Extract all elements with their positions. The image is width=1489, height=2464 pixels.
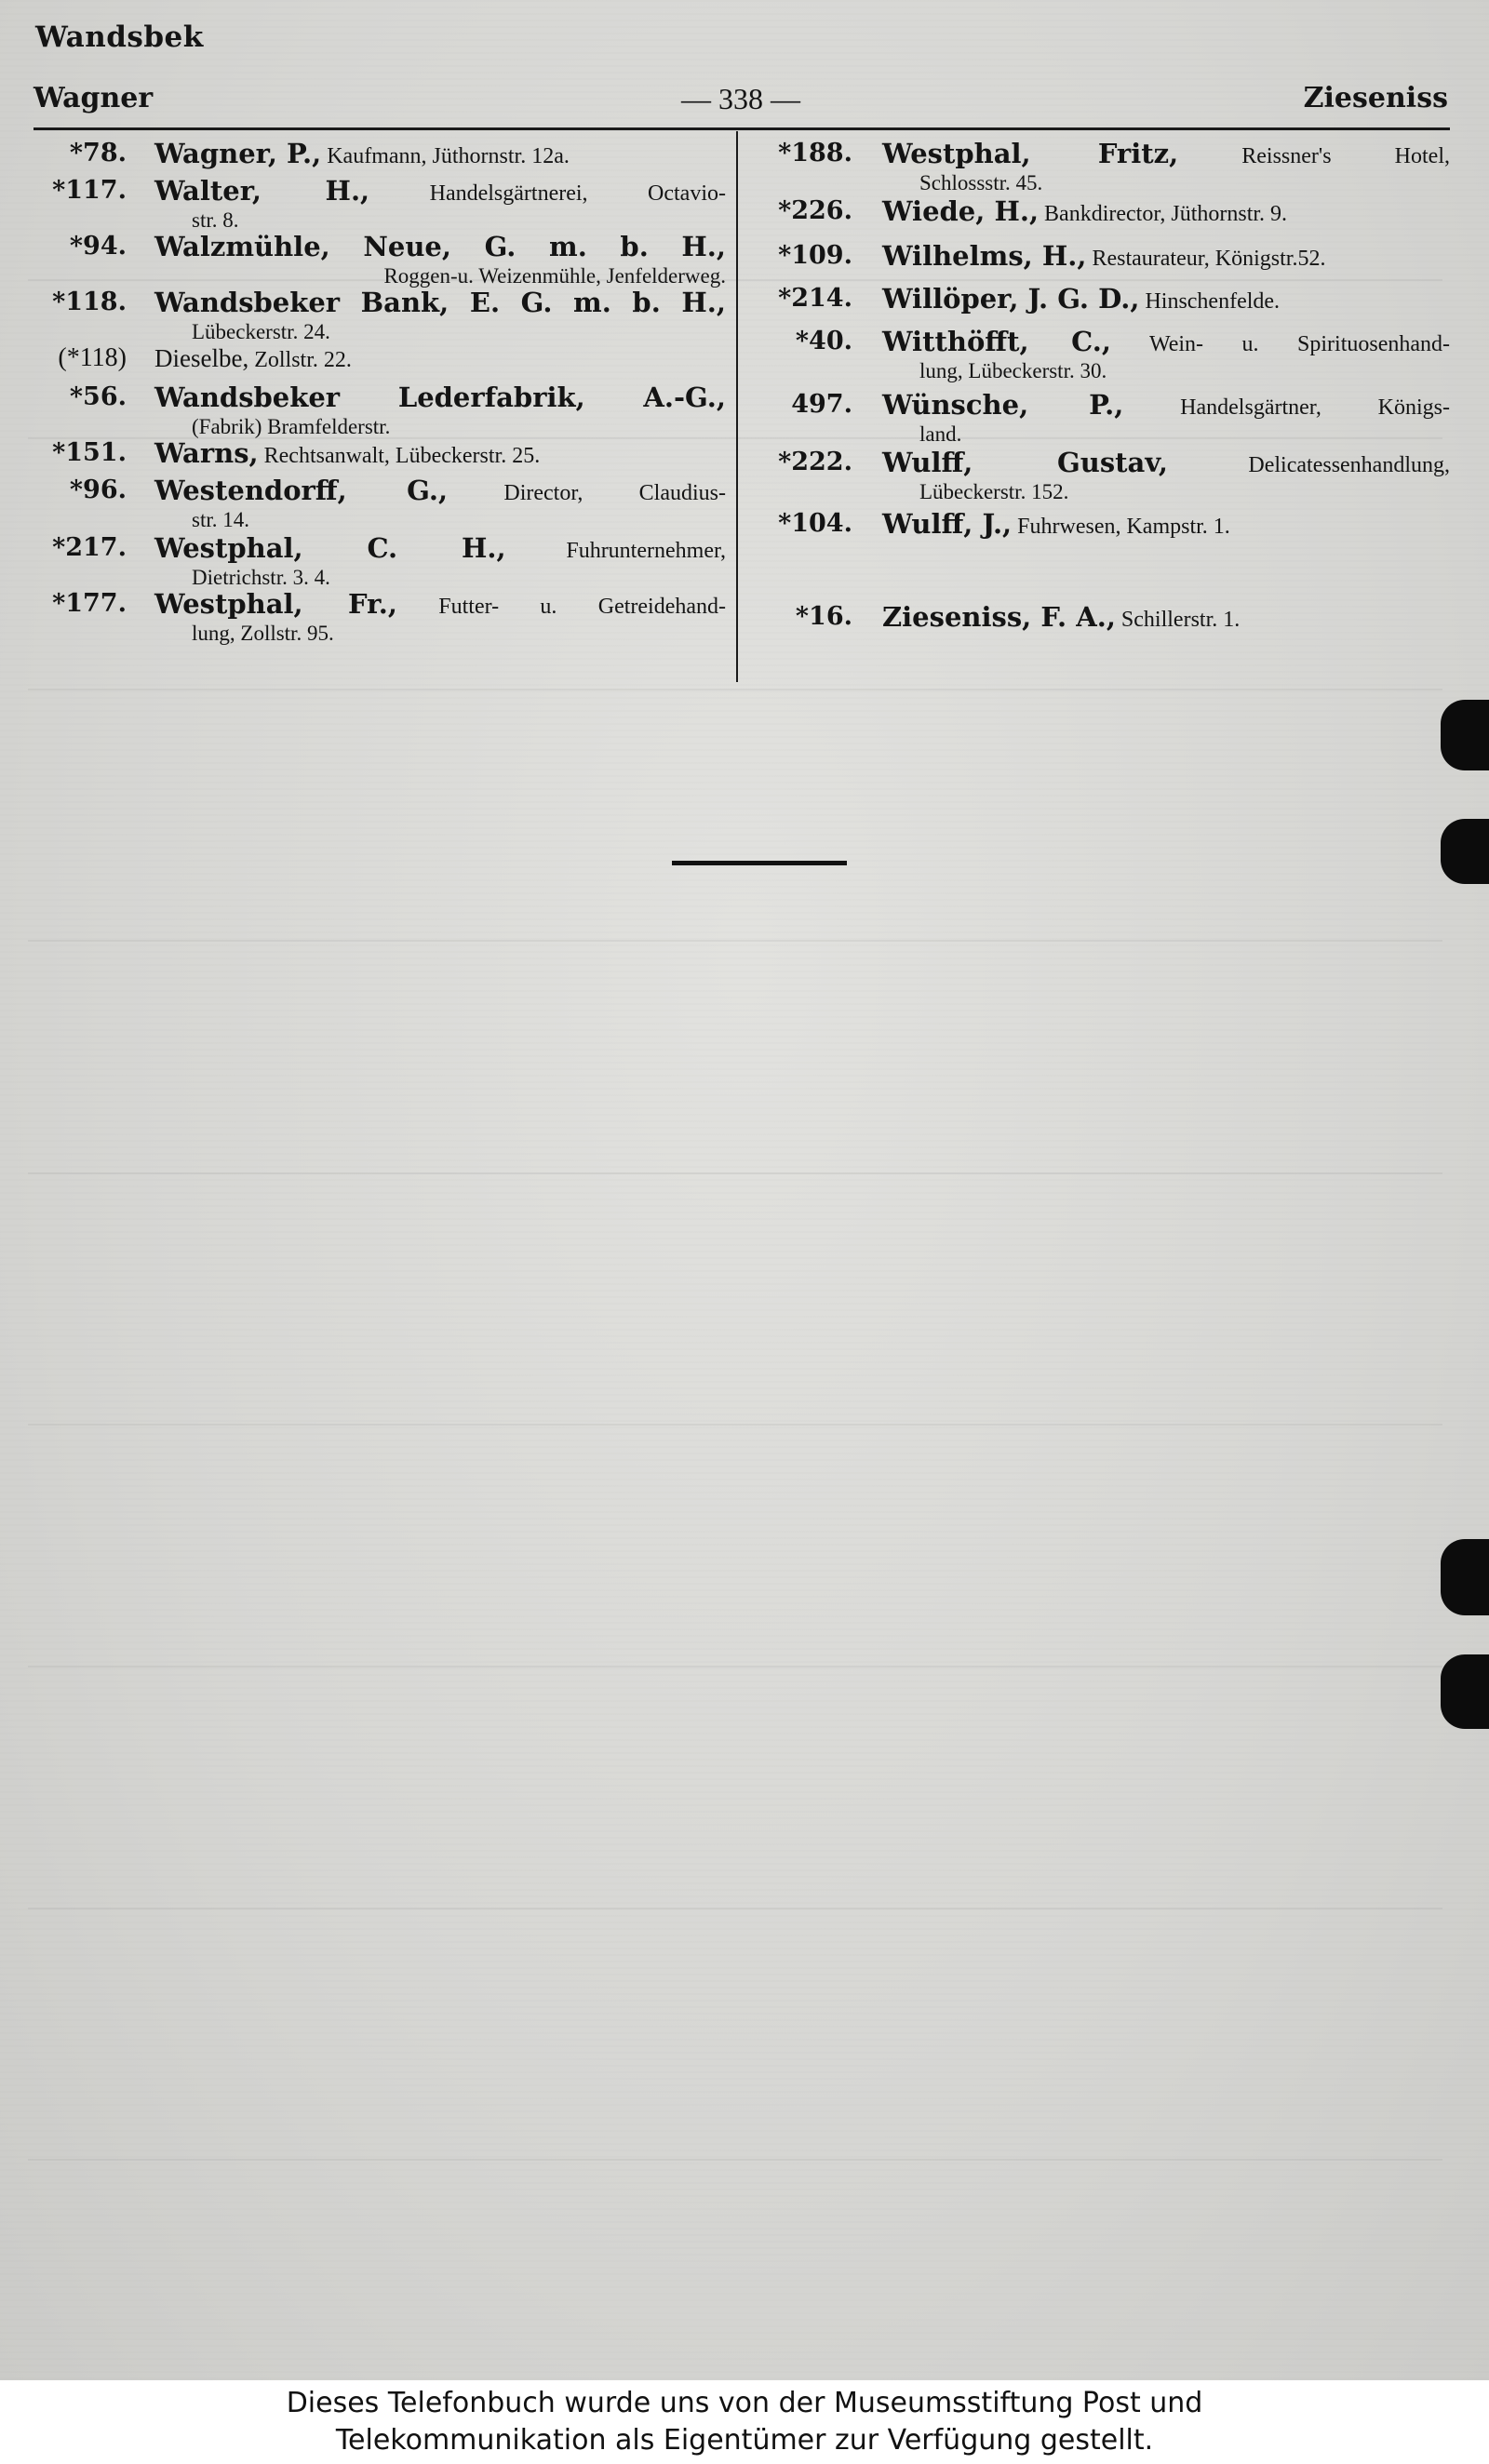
entry-continuation: Dietrichstr. 3. 4. bbox=[192, 566, 330, 589]
phone-number: *151. bbox=[52, 438, 127, 467]
entry-detail: Futter- u. Getreidehand- bbox=[438, 595, 726, 619]
page-number: — 338 — bbox=[681, 82, 800, 115]
phone-number: *217. bbox=[52, 533, 127, 562]
directory-entry bbox=[34, 382, 726, 437]
entry-continuation: (Fabrik) Bramfelderstr. bbox=[192, 415, 391, 438]
phone-number: 497. bbox=[791, 390, 852, 419]
entry-name: Wandsbeker Lederfabrik, A.-G., bbox=[154, 382, 726, 413]
entry-detail: Zollstr. 22. bbox=[254, 348, 352, 372]
directory-entry bbox=[34, 532, 726, 588]
entry-name: Walter, H., bbox=[154, 175, 370, 207]
directory-entry bbox=[744, 138, 1450, 195]
entry-detail: Handelsgärtner, Königs- bbox=[1180, 395, 1450, 420]
entry-continuation: land. bbox=[919, 422, 962, 446]
entry-name: Westphal, Fr., bbox=[154, 588, 397, 620]
entry-name: Wulff, Gustav, bbox=[882, 447, 1168, 478]
phone-number: *109. bbox=[778, 241, 852, 270]
entry-name: Zieseniss, F. A., bbox=[882, 601, 1116, 633]
entry-detail: Wein- u. Spirituosenhand- bbox=[1149, 332, 1450, 356]
entry-detail: Hinschenfelde. bbox=[1145, 289, 1281, 314]
phone-number: *104. bbox=[778, 509, 852, 538]
phone-number: *118. bbox=[52, 288, 127, 316]
entry-name: Walzmühle, Neue, G. m. b. H., bbox=[154, 231, 726, 262]
entry-name: Wulff, J., bbox=[882, 508, 1013, 540]
left-column bbox=[34, 138, 726, 644]
entry-name: Westphal, C. H., bbox=[154, 532, 506, 564]
footer-line-1: Dieses Telefonbuch wurde uns von der Museumsstiftung Post und bbox=[286, 2387, 1203, 2419]
entry-detail: Reissner's Hotel, bbox=[1241, 144, 1450, 168]
phone-number: *226. bbox=[778, 196, 852, 225]
phone-number: *16. bbox=[795, 602, 852, 631]
directory-entry bbox=[744, 326, 1450, 389]
phone-number: *94. bbox=[69, 232, 127, 261]
entry-continuation: str. 14. bbox=[192, 508, 249, 531]
entry-continuation: str. 8. bbox=[192, 208, 239, 232]
binding-hole bbox=[1441, 1539, 1489, 1615]
entry-detail: Fuhrwesen, Kampstr. 1. bbox=[1017, 515, 1230, 539]
entry-detail: Delicatessenhandlung, bbox=[1248, 453, 1451, 477]
phone-number: *56. bbox=[69, 382, 127, 411]
entry-continuation: lung, Lübeckerstr. 30. bbox=[919, 359, 1107, 382]
entry-continuation: Schlossstr. 45. bbox=[919, 171, 1043, 194]
phone-number: *222. bbox=[778, 448, 852, 476]
directory-entry bbox=[744, 283, 1450, 326]
entry-detail: Kaufmann, Jüthornstr. 12a. bbox=[327, 144, 570, 168]
phone-number: *214. bbox=[778, 284, 852, 313]
header-rule bbox=[34, 127, 1450, 130]
header-last-name: Zieseniss bbox=[1303, 82, 1448, 114]
entry-detail: Rechtsanwalt, Lübeckerstr. 25. bbox=[263, 444, 541, 468]
directory-entry bbox=[34, 475, 726, 532]
phone-number: *117. bbox=[52, 176, 127, 205]
entry-name: Witthöfft, C., bbox=[882, 326, 1111, 357]
page-header bbox=[34, 80, 1448, 121]
running-head: Wandsbek bbox=[35, 20, 204, 54]
directory-entry bbox=[744, 447, 1450, 508]
entry-name: Westendorff, G., bbox=[154, 475, 449, 506]
entry-continuation: lung, Zollstr. 95. bbox=[192, 622, 334, 645]
column-divider bbox=[736, 131, 738, 682]
entry-name: Warns, bbox=[154, 437, 259, 469]
entry-detail: Director, Claudius- bbox=[503, 481, 726, 505]
copyright-footer bbox=[0, 2380, 1489, 2464]
directory-entry bbox=[744, 601, 1450, 638]
entry-name: Wiede, H., bbox=[882, 195, 1040, 227]
entry-detail: Bankdirector, Jüthornstr. 9. bbox=[1044, 202, 1288, 226]
directory-entry bbox=[34, 175, 726, 231]
phone-number: *188. bbox=[778, 139, 852, 167]
entry-continuation: Roggen-u. Weizenmühle, Jenfelderweg. bbox=[383, 264, 726, 288]
entry-continuation: Lübeckerstr. 24. bbox=[192, 320, 330, 343]
entry-name: Wünsche, P., bbox=[882, 389, 1124, 421]
entry-name: Westphal, Fritz, bbox=[882, 138, 1179, 169]
binding-hole bbox=[1441, 700, 1489, 770]
entry-detail: Schillerstr. 1. bbox=[1120, 608, 1241, 632]
directory-entry bbox=[34, 287, 726, 342]
phone-number: *40. bbox=[795, 327, 852, 355]
entry-name: Wilhelms, H., bbox=[882, 240, 1087, 272]
directory-entry bbox=[744, 195, 1450, 240]
directory-entry bbox=[34, 138, 726, 175]
binding-hole bbox=[1441, 1654, 1489, 1729]
directory-entry bbox=[34, 342, 726, 382]
phone-number: *78. bbox=[69, 139, 127, 167]
entry-name: Wagner, P., bbox=[154, 138, 322, 169]
directory-entry bbox=[34, 588, 726, 644]
directory-entry bbox=[34, 437, 726, 475]
phone-number: (*118) bbox=[58, 343, 127, 372]
entry-name: Willöper, J. G. D., bbox=[882, 283, 1140, 315]
right-column bbox=[744, 138, 1450, 638]
section-end-rule bbox=[672, 861, 847, 865]
entry-detail: Fuhrunternehmer, bbox=[566, 539, 726, 563]
header-first-name: Wagner bbox=[34, 82, 154, 114]
directory-entry bbox=[34, 231, 726, 287]
entry-detail: Restaurateur, Königstr.52. bbox=[1092, 247, 1326, 271]
directory-entry bbox=[744, 508, 1450, 601]
directory-entry bbox=[744, 389, 1450, 447]
entry-detail: Handelsgärtnerei, Octavio- bbox=[429, 181, 726, 206]
entry-continuation: Lübeckerstr. 152. bbox=[919, 480, 1069, 503]
entry-name: Wandsbeker Bank, E. G. m. b. H., bbox=[154, 287, 726, 318]
entry-name: Dieselbe, bbox=[154, 344, 249, 372]
directory-entry bbox=[744, 240, 1450, 283]
phone-number: *96. bbox=[69, 475, 127, 504]
footer-line-2: Telekommunikation als Eigentümer zur Verfügung gestellt. bbox=[335, 2424, 1154, 2457]
binding-hole bbox=[1441, 819, 1489, 884]
phone-number: *177. bbox=[52, 589, 127, 618]
